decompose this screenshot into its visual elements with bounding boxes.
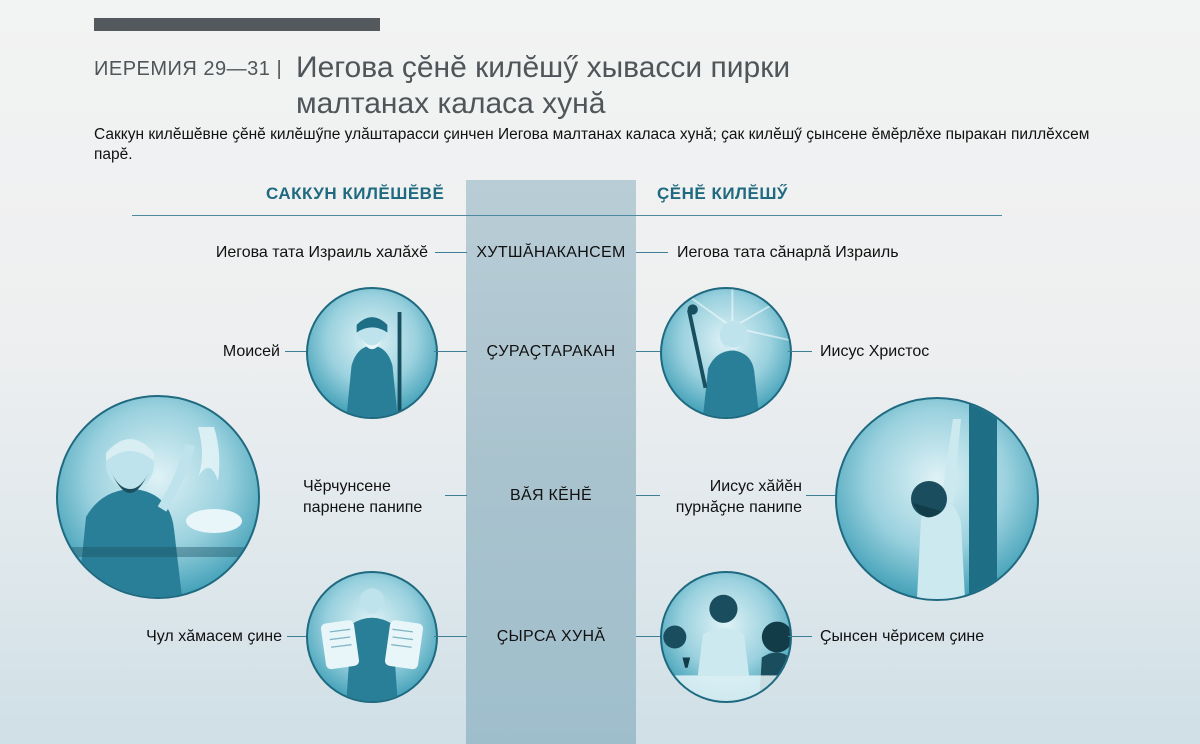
intro-text: Саккун килӗшӗвне ҫӗнӗ килӗшӳпе улӑштарасси ҫинчен Иегова малтанах каласа хунӑ; ҫак килӗшӳ ҫынсене ӗмӗрлӗхе пыракан пиллӗхсем парӗ. bbox=[94, 126, 1090, 163]
row4-left-connector-b bbox=[434, 636, 467, 637]
row3-right-line-2: пурнӑҫне панипе bbox=[675, 499, 802, 516]
jesus-icon bbox=[662, 289, 790, 417]
sacrifice-illustration bbox=[56, 395, 260, 599]
top-accent-bar bbox=[94, 18, 380, 31]
row2-right-connector-b bbox=[788, 351, 812, 352]
lords-evening-meal-icon bbox=[662, 573, 790, 701]
row3-left-connector bbox=[445, 495, 467, 496]
moses-illustration bbox=[306, 287, 438, 419]
row4-left-connector-a bbox=[287, 636, 307, 637]
row2-center-label: ҪУРАҪТАРАКАН bbox=[486, 343, 616, 360]
row4-right-connector-b bbox=[788, 636, 812, 637]
row4-right-label: Ҫынсен чӗрисем ҫине bbox=[820, 628, 985, 645]
jesus-illustration bbox=[660, 287, 792, 419]
row1-right-label: Иегова тата сӑнарлӑ Израиль bbox=[677, 244, 899, 261]
row2-right-connector-a bbox=[636, 351, 660, 352]
tablets-illustration bbox=[306, 571, 438, 703]
stone-tablets-icon bbox=[308, 573, 436, 701]
row3-right-connector-b bbox=[806, 495, 836, 496]
row3-right-connector bbox=[636, 495, 660, 496]
center-band bbox=[466, 180, 636, 744]
row4-center-label: ҪЫРСА ХУНӐ bbox=[496, 628, 606, 645]
row3-left-line-2: парнене панипе bbox=[303, 499, 423, 516]
page-title bbox=[296, 50, 996, 122]
row1-left-connector bbox=[435, 252, 467, 253]
jesus-on-stake-icon bbox=[837, 399, 1037, 599]
row3-left-label bbox=[303, 476, 422, 518]
row3-center-label: ВӐЯ КӖНӖ bbox=[510, 487, 592, 504]
row2-left-connector-a bbox=[285, 351, 307, 352]
row2-left-connector-b bbox=[434, 351, 467, 352]
row2-left-label: Моисей bbox=[222, 343, 280, 360]
supper-illustration bbox=[660, 571, 792, 703]
scripture-reference: ИЕРЕМИЯ 29—31 | bbox=[94, 58, 283, 80]
row3-right-line-1: Иисус хӑйӗн bbox=[709, 478, 802, 495]
crucifixion-illustration bbox=[835, 397, 1039, 601]
row1-left-label: Иегова тата Израиль халӑхӗ bbox=[215, 244, 428, 261]
row1-right-connector bbox=[636, 252, 668, 253]
row2-right-label: Иисус Христос bbox=[820, 343, 930, 360]
priest-sacrifice-icon bbox=[58, 397, 258, 597]
right-column-heading: ҪӖНӖ КИЛӖШӲ bbox=[657, 184, 788, 203]
moses-icon bbox=[308, 289, 436, 417]
left-column-heading: САККУН КИЛӖШӖВӖ bbox=[266, 184, 445, 203]
title-line-1: Иегова ҫӗнӗ килӗшӳ хывасси пирки bbox=[296, 51, 791, 84]
row4-left-label: Чул хӑмасем ҫине bbox=[146, 628, 282, 645]
title-line-2: малтанах каласа хунӑ bbox=[296, 87, 606, 120]
row4-right-connector-a bbox=[636, 636, 660, 637]
row3-left-line-1: Чӗрчунсене bbox=[303, 478, 391, 495]
row1-center-label: ХУТШӐНАКАНСЕМ bbox=[476, 244, 626, 261]
row3-right-label bbox=[662, 476, 802, 518]
heading-divider bbox=[132, 215, 1002, 216]
